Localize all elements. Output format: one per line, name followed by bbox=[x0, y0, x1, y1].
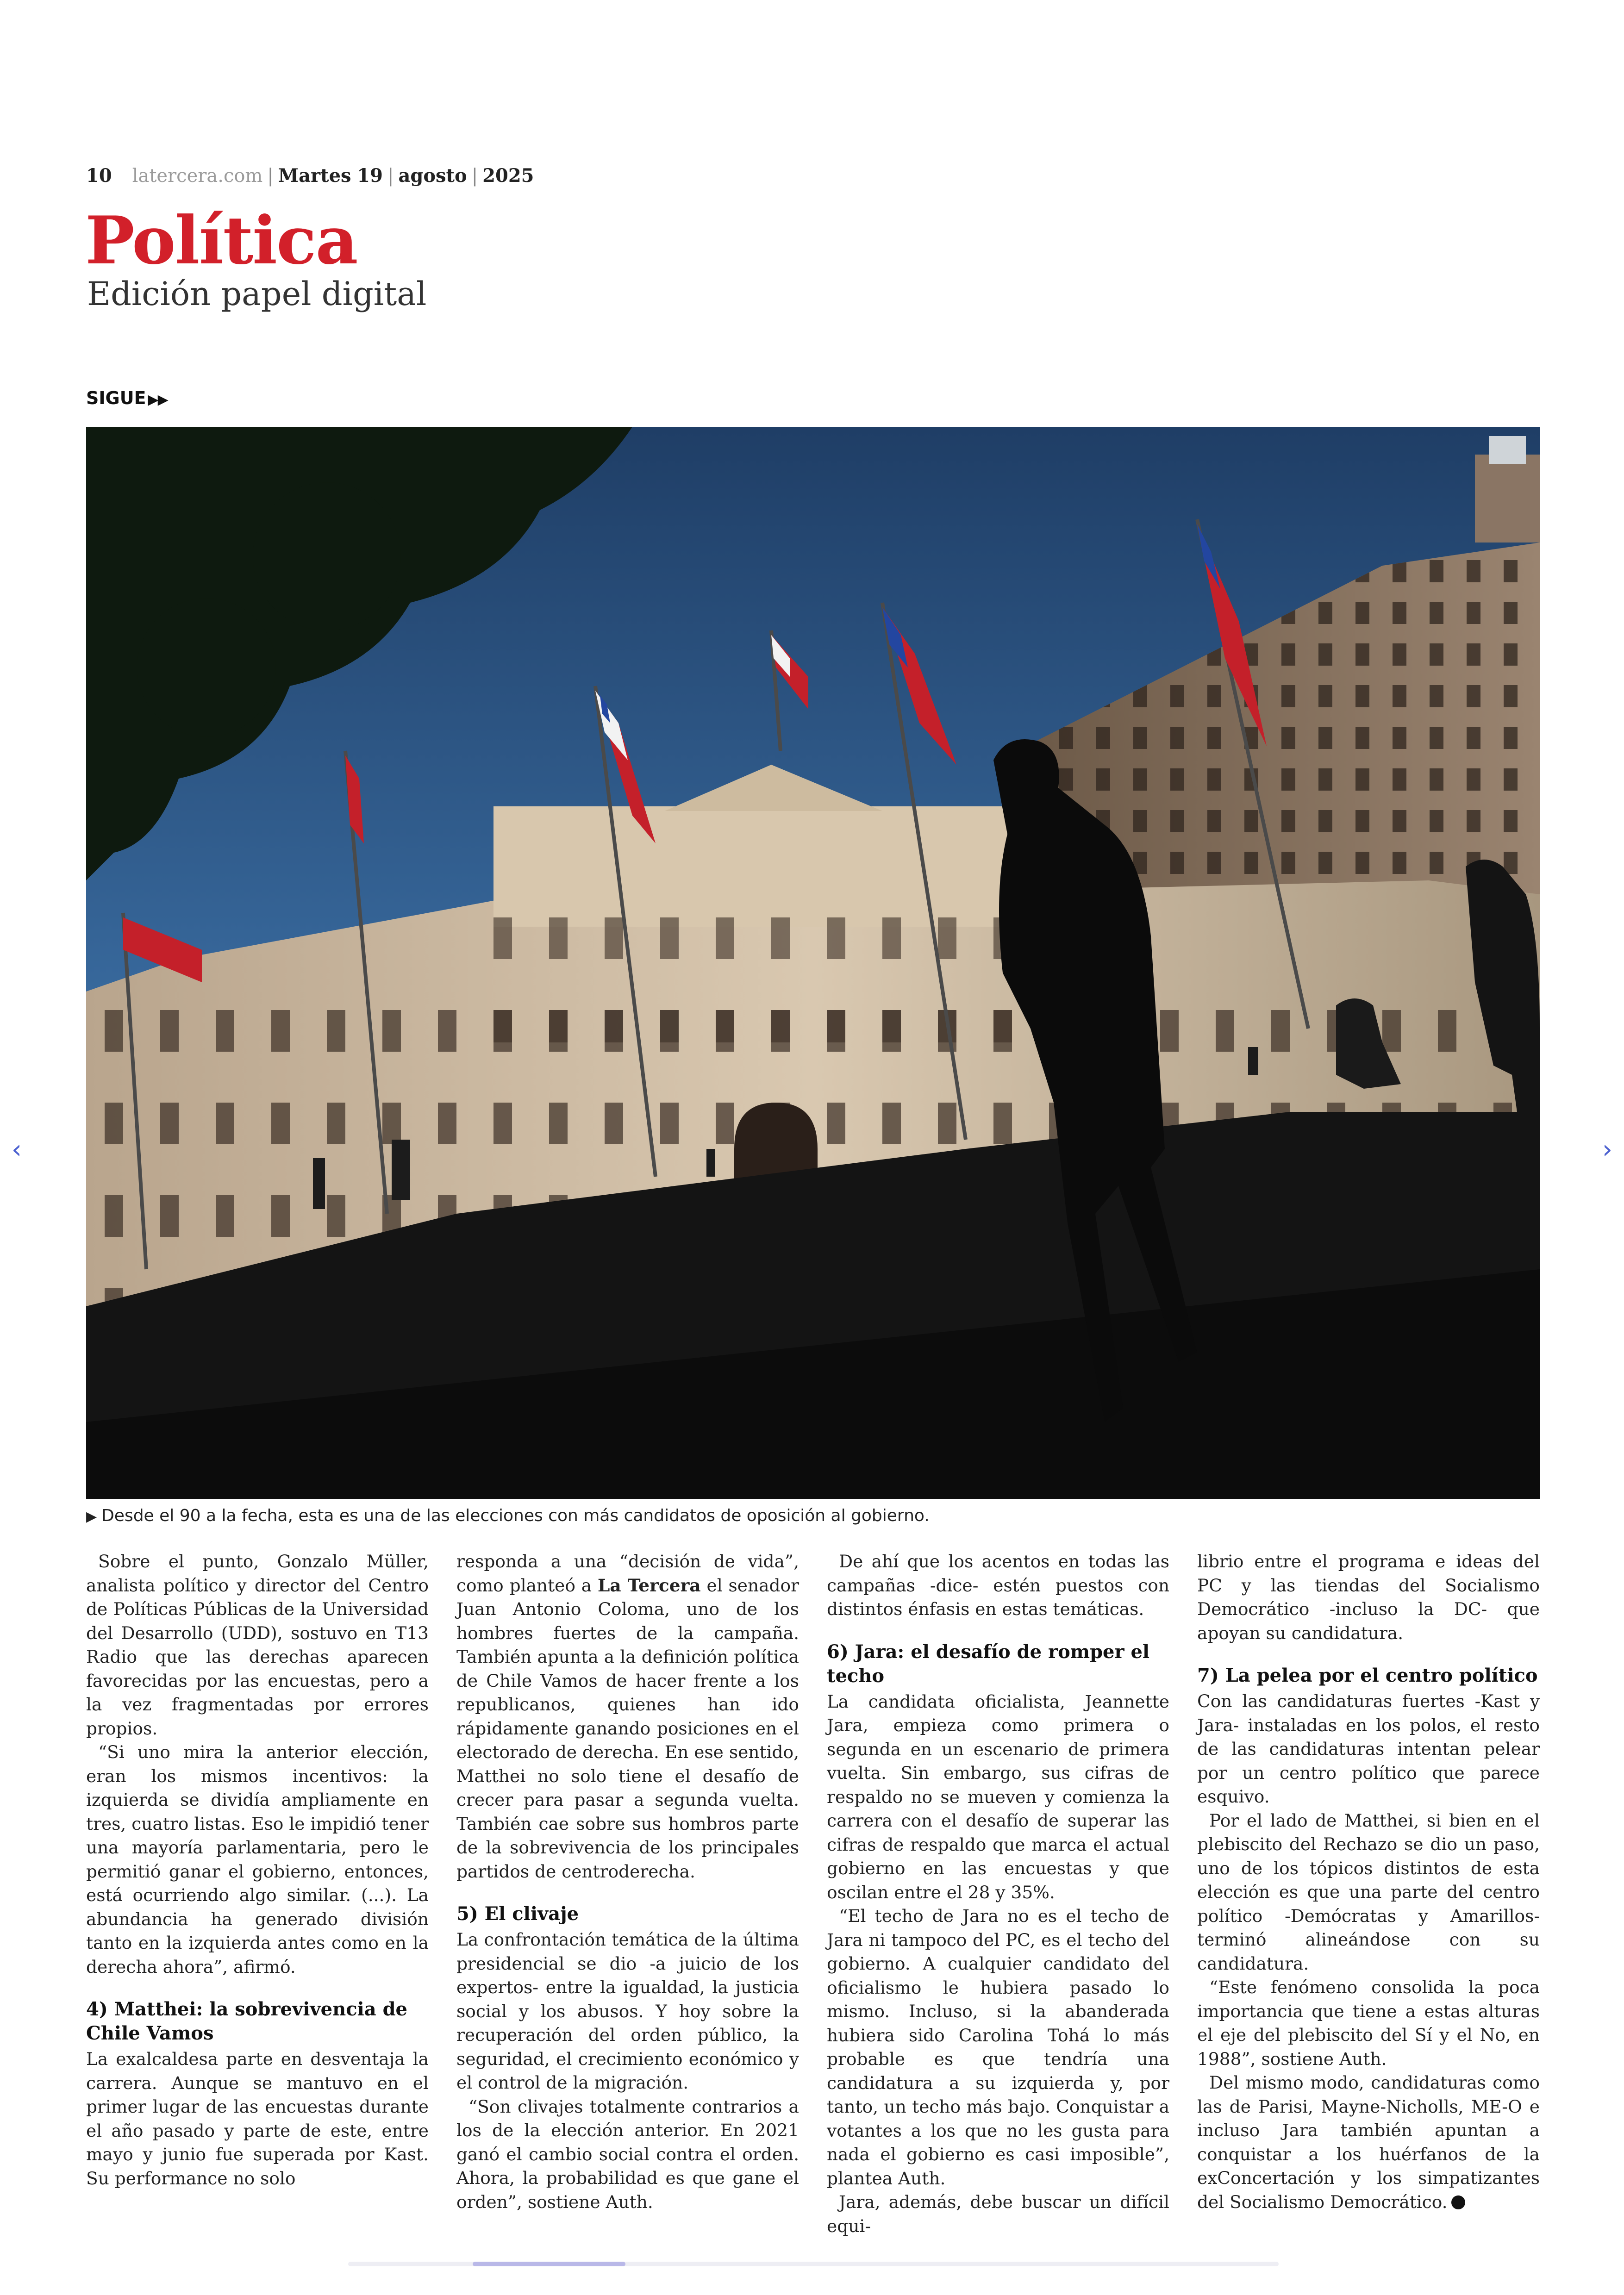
page-number: 10 bbox=[86, 165, 112, 187]
folio-separator: | bbox=[471, 165, 478, 187]
paragraph-text: el senador Juan Antonio Coloma, uno de los hombres fuertes de la campaña. También apunta a la definición política de Chile Vamos de hacer frente a los republicanos, quienes han ido rápidamente ganando posiciones en el electorado de derecha. En ese sentido, Matthei no solo tiene el desafío de crecer para pasar a segunda vuelta. También cae sobre sus hombros parte de la sobrevivencia de los principales partidos de centroderecha. bbox=[456, 1575, 800, 1882]
end-mark-icon bbox=[1451, 2195, 1465, 2209]
folio-separator: | bbox=[387, 165, 394, 187]
article-photo bbox=[86, 427, 1540, 1499]
double-arrow-icon: ▶▶ bbox=[148, 392, 168, 408]
paragraph: La confrontación temática de la última presidencial se dio -a juicio de los expertos- entre la igualdad, la justicia social y los abusos. Y hoy sobre la recuperación del orden público, la seguridad, el crecimiento económico y el control de la migración. bbox=[456, 1929, 799, 2093]
site-name: latercera.com bbox=[132, 165, 263, 187]
subheading-clivaje: 5) El clivaje bbox=[456, 1903, 579, 1925]
paragraph: Jara, además, debe buscar un difícil equi- bbox=[827, 2192, 1169, 2236]
paragraph: “Si uno mira la anterior elección, eran los mismos incentivos: la izquierda se dividía ampliamente en tres, cuatro listas. Eso le impidió tener una mayoría parlamentaria, pero le permitió ganar el gobierno, entonces, está ocurriendo algo similar. (...). La abundancia ha generado división tanto en la izquierda antes como en la derecha ahora”, afirmó. bbox=[86, 1742, 429, 1977]
paragraph: “Son clivajes totalmente contrarios a los de la elección anterior. En 2021 ganó el cambio social contra el orden. Ahora, la probabilidad es que gane el orden”, sostiene Auth. bbox=[456, 2096, 799, 2212]
paragraph: Con las candidaturas fuertes -Kast y Jara- instaladas en los polos, el resto de las candidaturas intentan pelear por un centro político que parece esquivo. bbox=[1197, 1691, 1540, 1807]
subheading-centro-politico: 7) La pelea por el centro político bbox=[1197, 1665, 1538, 1686]
section-title: Política bbox=[85, 202, 357, 279]
sigue-label bbox=[86, 387, 168, 411]
folio-day: Martes bbox=[278, 165, 351, 187]
sigue-text: SIGUE bbox=[86, 388, 146, 408]
page-scrollbar[interactable] bbox=[348, 2262, 1279, 2266]
article-column-3 bbox=[827, 1550, 1169, 2236]
page-folio bbox=[86, 163, 534, 189]
paragraph: “El techo de Jara no es el techo de Jara ni tampoco del PC, es el techo del gobierno. A cualquier candidato del oficialismo le hubiera pasado lo mismo. Incluso, si la abanderada hubiera sido Carolina Tohá lo más probable es que tendría una candidatura a su izquierda y, por tanto, un techo más bajo. Conquistar a votantes a los que no les gusta para nada el gobierno es casi imposible”, plantea Auth. bbox=[827, 1906, 1169, 2189]
subheading-jara: 6) Jara: el desafío de romper el techo bbox=[827, 1640, 1150, 1687]
paragraph: Por el lado de Matthei, si bien en el plebiscito del Rechazo se dio un paso, uno de los tópicos distintos de esta elección es que una parte del centro político -Demócratas y Amarillos- terminó alineándose con su candidatura. bbox=[1197, 1810, 1540, 1974]
subheading-matthei: 4) Matthei: la sobrevivencia de Chile Vamos bbox=[86, 1998, 408, 2044]
paragraph: Sobre el punto, Gonzalo Müller, analista político y director del Centro de Políticas Públicas de la Universidad del Desarrollo (UDD), sostuvo en T13 Radio que las derechas aparecen favorecidas por las encuestas, pero a la vez fragmentadas por errores propios. bbox=[86, 1551, 429, 1739]
paragraph: “Este fenómeno consolida la poca importancia que tiene a estas alturas el eje del plebiscito del Sí y el No, en 1988”, sostiene Auth. bbox=[1197, 1977, 1540, 2069]
photo-caption bbox=[86, 1504, 1540, 1528]
previous-page-button[interactable] bbox=[6, 1131, 28, 1168]
paragraph: La exalcaldesa parte en desventaja la carrera. Aunque se mantuvo en el primer lugar de las encuestas durante el año pasado y parte de este, entre mayo y junio fue superada por Kast. Su performance no solo bbox=[86, 2049, 429, 2189]
article-column-4 bbox=[1197, 1550, 1540, 2212]
newspaper-name: La Tercera bbox=[598, 1575, 701, 1596]
paragraph bbox=[456, 1550, 799, 1883]
edition-subtitle: Edición papel digital bbox=[87, 275, 427, 313]
paragraph bbox=[1197, 2071, 1540, 2214]
folio-year: 2025 bbox=[482, 165, 534, 187]
folio-month: agosto bbox=[398, 165, 467, 187]
chevron-left-icon: ‹ bbox=[11, 1135, 22, 1165]
paragraph: librio entre el programa e ideas del PC y las tiendas del Socialismo Democrático -incluso la DC- que apoyan su candidatura. bbox=[1197, 1551, 1540, 1643]
caption-text: Desde el 90 a la fecha, esta es una de las elecciones con más candidatos de oposición al gobierno. bbox=[101, 1506, 930, 1525]
folio-separator: | bbox=[267, 165, 274, 187]
article-column-1 bbox=[86, 1550, 429, 2189]
caption-triangle-icon: ▶ bbox=[86, 1509, 97, 1525]
article-column-2 bbox=[456, 1550, 800, 2212]
paragraph-text: responda a una “decisión de vida”, como planteó a bbox=[456, 1551, 799, 1596]
folio-date-day: 19 bbox=[357, 165, 383, 187]
next-page-button[interactable] bbox=[1596, 1131, 1618, 1168]
palacio-la-moneda-illustration bbox=[86, 427, 1540, 1499]
paragraph: La candidata oficialista, Jeannette Jara, empieza como primera o segunda en un escenario de primera vuelta. Sin embargo, sus cifras de respaldo no se mueven y comienza la carrera con el desafío de superar las cifras de respaldo que marca el actual gobierno en las encuestas y que oscilan entre el 28 y 35%. bbox=[827, 1691, 1169, 1902]
scrollbar-thumb[interactable] bbox=[473, 2262, 625, 2266]
chevron-right-icon: › bbox=[1602, 1135, 1613, 1165]
paragraph: De ahí que los acentos en todas las campañas -dice- estén puestos con distintos énfasis en estas temáticas. bbox=[827, 1551, 1169, 1619]
paragraph-text: Del mismo modo, candidaturas como las de Parisi, Mayne-Nicholls, ME-O e incluso Jara también apuntan a conquistar a los huérfanos de la exConcertación y los simpatizantes del Socialismo Democrático. bbox=[1197, 2072, 1540, 2212]
article-body bbox=[86, 1550, 1540, 2236]
